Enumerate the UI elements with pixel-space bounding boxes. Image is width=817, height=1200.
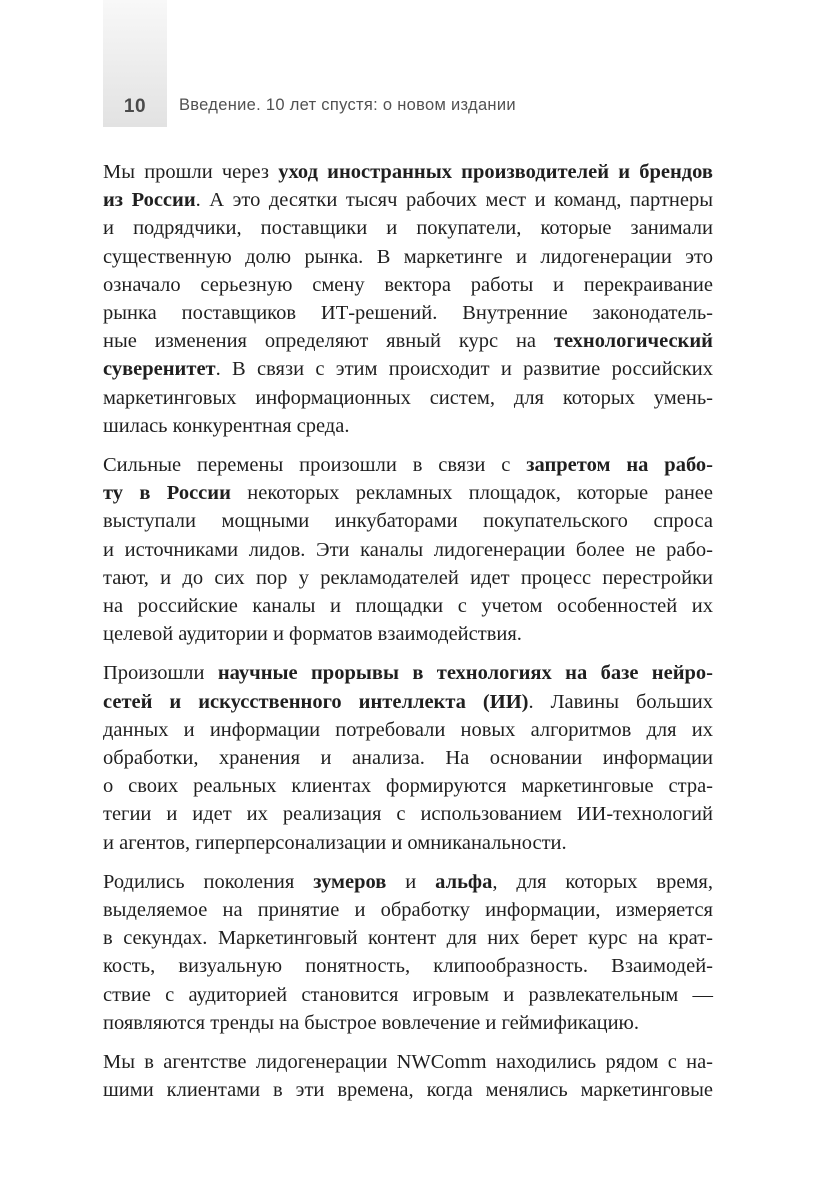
text-segment: существенную долю рынка. В маркетинге и лидогенерации это xyxy=(103,245,713,268)
bold-text: уход иностранных производителей и брендов xyxy=(278,161,713,183)
text-line xyxy=(103,186,713,214)
text-segment: данных и информации потребовали новых алгоритмов для их xyxy=(103,718,713,741)
text-line xyxy=(103,952,713,980)
body-text xyxy=(103,158,713,1116)
text-segment: о своих реальных клиентах формируются маркетинговые стра- xyxy=(103,775,713,798)
text-segment: . В связи с этим происходит и развитие российских xyxy=(215,358,713,381)
text-segment: некоторых рекламных площадок, которые ранее xyxy=(230,482,713,505)
text-line xyxy=(103,158,713,186)
text-segment: тегии и идет их реализация с использованием ИИ-технологий xyxy=(103,803,713,826)
text-segment: кость, визуальную понятность, клипообразность. Взаимодей- xyxy=(103,955,713,978)
text-segment: в секундах. Маркетинговый контент для них берет курс на крат- xyxy=(103,927,713,950)
text-line xyxy=(103,1009,713,1037)
text-segment: шими клиентами в эти времена, когда менялись маркетинговые xyxy=(103,1079,713,1102)
text-line xyxy=(103,772,713,800)
text-line xyxy=(103,327,713,355)
paragraph-1 xyxy=(103,158,713,440)
text-segment: появляются тренды на быстрое вовлечение и геймификацию. xyxy=(103,1011,639,1034)
text-line xyxy=(103,412,713,440)
text-segment: тают, и до сих пор у рекламодателей идет процесс перестройки xyxy=(103,566,713,589)
text-line xyxy=(103,384,713,412)
text-line xyxy=(103,592,713,620)
text-segment: и агентов, гиперперсонализации и омниканальности. xyxy=(103,831,567,854)
text-line xyxy=(103,299,713,327)
text-line xyxy=(103,716,713,744)
paragraph-5 xyxy=(103,1048,713,1104)
text-line xyxy=(103,451,713,479)
text-segment: выделяемое на принятие и обработку информации, измеряется xyxy=(103,899,713,922)
text-line xyxy=(103,243,713,271)
text-segment: . А это десятки тысяч рабочих мест и команд, партнеры xyxy=(195,189,713,212)
text-segment: Мы в агентстве лидогенерации NWComm находились рядом с на- xyxy=(103,1051,713,1074)
text-segment: , для которых время, xyxy=(492,870,713,893)
text-line xyxy=(103,981,713,1009)
running-header: Введение. 10 лет спустя: о новом издании xyxy=(179,96,516,114)
text-line xyxy=(103,536,713,564)
text-segment: и xyxy=(386,870,436,893)
paragraph-2 xyxy=(103,451,713,648)
text-segment: выступали мощными инкубаторами покупательского спроса xyxy=(103,510,713,533)
page-number: 10 xyxy=(123,96,147,117)
text-segment: и источниками лидов. Эти каналы лидогенерации более не рабо- xyxy=(103,538,713,561)
text-segment: ные изменения определяют явный курс на xyxy=(103,330,554,353)
text-segment: ствие с аудиторией становится игровым и развлекательным — xyxy=(103,983,713,1006)
page-number-strip xyxy=(103,0,167,127)
text-line xyxy=(103,896,713,924)
paragraph-4 xyxy=(103,868,713,1037)
paragraph-3 xyxy=(103,659,713,856)
text-segment: на российские каналы и площадки с учетом особенностей их xyxy=(103,595,713,618)
text-line xyxy=(103,924,713,952)
bold-text: ту в России xyxy=(103,482,231,505)
text-line xyxy=(103,479,713,507)
bold-text: технологический xyxy=(553,330,713,353)
text-line xyxy=(103,1076,713,1104)
text-segment: Мы прошли через xyxy=(103,161,279,183)
text-line xyxy=(103,620,713,648)
text-line xyxy=(103,688,713,716)
text-segment: Родились поколения xyxy=(103,870,314,893)
bold-text: научные прорывы в технологиях на базе нейро- xyxy=(217,662,713,685)
text-segment: Сильные перемены произошли в связи с xyxy=(103,454,527,477)
bold-text: суверенитет xyxy=(103,358,216,381)
text-segment: . Лавины больших xyxy=(528,690,713,713)
bold-text: запретом на рабо- xyxy=(526,454,714,477)
text-line xyxy=(103,868,713,896)
text-line xyxy=(103,659,713,687)
text-line xyxy=(103,564,713,592)
text-line xyxy=(103,800,713,828)
bold-text: из России xyxy=(103,189,196,212)
bold-text: альфа xyxy=(435,870,493,893)
text-segment: и подрядчики, поставщики и покупатели, которые занимали xyxy=(103,217,713,240)
bold-text: сетей и искусственного интеллекта (ИИ) xyxy=(103,690,529,713)
text-segment: маркетинговых информационных систем, для которых умень- xyxy=(103,386,713,409)
text-segment: обработки, хранения и анализа. На основании информации xyxy=(103,747,713,770)
text-segment: целевой аудитории и форматов взаимодействия. xyxy=(103,623,522,646)
text-line xyxy=(103,271,713,299)
text-line xyxy=(103,507,713,535)
text-line xyxy=(103,1048,713,1076)
text-segment: шилась конкурентная среда. xyxy=(103,414,350,437)
text-line xyxy=(103,355,713,383)
text-line xyxy=(103,214,713,242)
text-segment: означало серьезную смену вектора работы и перекраивание xyxy=(103,273,713,296)
text-segment: рынка поставщиков ИТ-решений. Внутренние законодатель- xyxy=(103,302,713,325)
text-line xyxy=(103,829,713,857)
text-line xyxy=(103,744,713,772)
bold-text: зумеров xyxy=(313,870,387,893)
text-segment: Произошли xyxy=(103,662,218,685)
